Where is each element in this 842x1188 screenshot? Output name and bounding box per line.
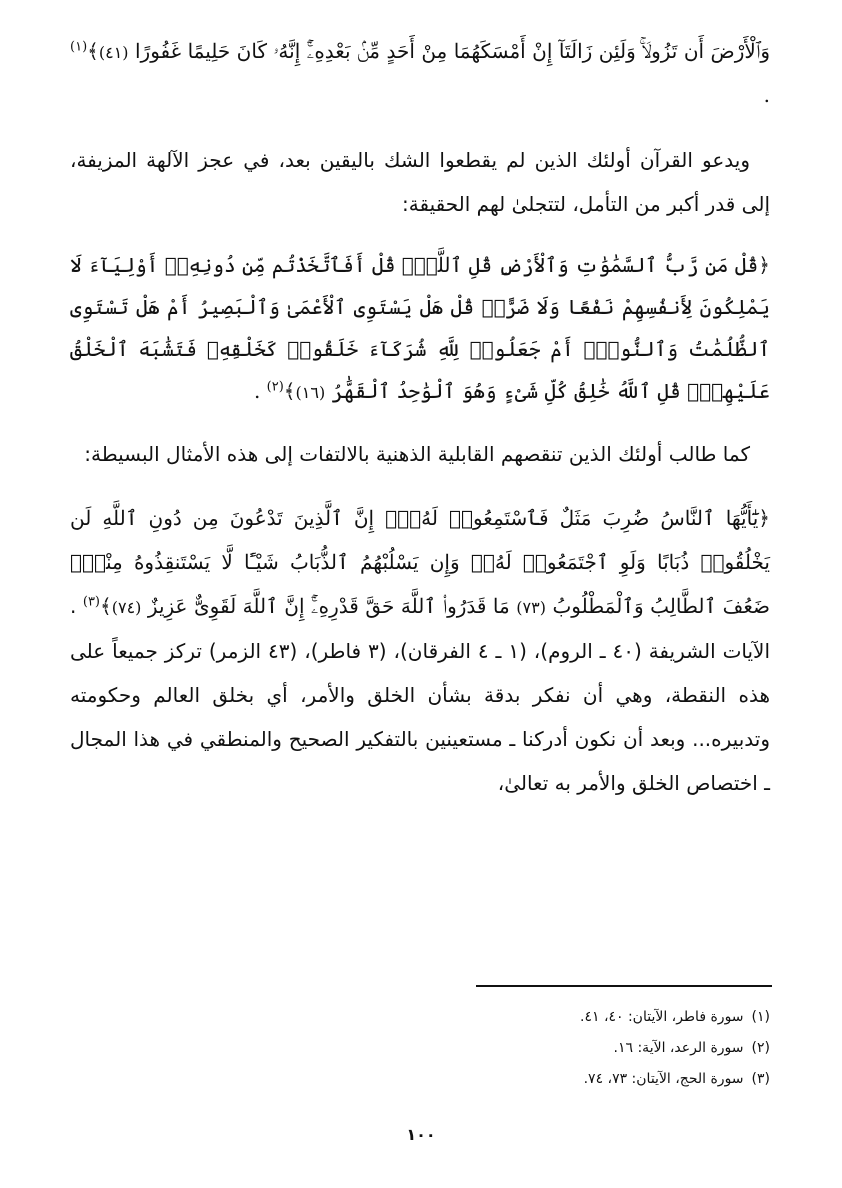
footnote-divider [476, 985, 772, 987]
paragraph-1: ويدعو القرآن أولئك الذين لم يقطعوا الشك باليقين بعد، في عجز الآلهة المزيفة، إلى قدر أكبر من التأمل، لتتجلىٰ لهم الحقيقة: [70, 148, 770, 216]
ayah-marker-74: (٧٤) [111, 598, 142, 617]
footnote-item: (٢)سورة الرعد، الآية: ١٦. [613, 1040, 770, 1056]
page-number: ١٠٠ [406, 1125, 436, 1144]
verse-block-3: ﴿يَٰٓأَيُّهَا ٱلنَّاسُ ضُرِبَ مَثَلٌ فَٱسْتَمِعُوا۟ لَهُۥٓۚ إِنَّ ٱلَّذِينَ تَدْعُونَ مِن دُونِ ٱللَّهِ لَن يَخْلُقُوا۟ ذُبَابًا وَلَوِ ٱجْتَمَعُوا۟ لَهُۥۖ وَإِن يَسْلُبْهُمُ ٱلذُّبَابُ شَيْـًٔا لَّا يَسْتَنقِذُوهُ مِنْهُۚ ضَعُفَ ٱلطَّالِبُ وَٱلْمَطْلُوبُ (٧٣) مَا قَدَرُوا۟ ٱللَّهَ حَقَّ قَدْرِهِۦٓۚ إِنَّ ٱللَّهَ لَقَوِىٌّ عَزِيزٌ (٧٤)﴾$^{(٣)}$ [70, 506, 771, 618]
verse-and-paragraph-3 [70, 496, 770, 805]
page-body [70, 30, 770, 805]
ayah-marker-16: (١٦) [295, 383, 326, 402]
ayah-marker-73: (٧٣) [516, 598, 546, 617]
verse-3-text-a: يَٰٓأَيُّهَا ٱلنَّاسُ ضُرِبَ مَثَلٌ فَٱسْتَمِعُوا۟ لَهُۥٓۚ إِنَّ ٱلَّذِينَ تَدْعُونَ مِن دُونِ ٱللَّهِ لَن يَخْلُقُوا۟ ذُبَابًا وَلَوِ ٱجْتَمَعُوا۟ لَهُۥۖ وَإِن يَسْلُبْهُمُ ٱلذُّبَابُ شَيْـًٔا لَّا يَسْتَنقِذُوهُ مِنْهُۚ ضَعُفَ ٱلطَّالِبُ وَٱلْمَطْلُوبُ [70, 506, 771, 618]
verse-block-2: ﴿قُلْ مَن رَّبُّ ٱلسَّمَٰوَٰتِ وَٱلْأَرْضِ قُلِ ٱللَّهُۚ قُلْ أَفَٱتَّخَذْتُم مِّن دُونِهِۦٓ أَوْلِيَآءَ لَا يَمْلِكُونَ لِأَنفُسِهِمْ نَفْعًا وَلَا ضَرًّاۚ قُلْ هَلْ يَسْتَوِى ٱلْأَعْمَىٰ وَٱلْبَصِيرُ أَمْ هَلْ تَسْتَوِى ٱلظُّلُمَٰتُ وَٱلنُّورُۗ أَمْ جَعَلُوا۟ لِلَّهِ شُرَكَآءَ خَلَقُوا۟ كَخَلْقِهِۦ فَتَشَٰبَهَ ٱلْخَلْقُ عَلَيْهِمْۚ قُلِ ٱللَّهُ خَٰلِقُ كُلِّ شَىْءٍ وَهُوَ ٱلْوَٰحِدُ ٱلْقَهَّٰرُ (١٦)﴾$^{(٢)}$ . [70, 253, 770, 403]
paragraph-2: كما طالب أولئك الذين تنقصهم القابلية الذهنية بالالتفات إلى هذه الأمثال البسيطة: [84, 442, 750, 466]
verse-1-text: وَٱلْأَرْضَ أَن تَزُولَاۚ وَلَئِن زَالَتَآ إِنْ أَمْسَكَهُمَا مِنْ أَحَدٍ مِّنۢ بَعْدِهِۦٓۚ إِنَّهُۥ كَانَ حَلِيمًا غَفُورًا [135, 39, 770, 63]
verse-2-text: قُلْ مَن رَّبُّ ٱلسَّمَٰوَٰتِ وَٱلْأَرْضِ قُلِ ٱللَّهُۚ قُلْ أَفَٱتَّخَذْتُم مِّن دُونِهِۦٓ أَوْلِيَآءَ لَا يَمْلِكُونَ لِأَنفُسِهِمْ نَفْعًا وَلَا ضَرًّاۚ قُلْ هَلْ يَسْتَوِى ٱلْأَعْمَىٰ وَٱلْبَصِيرُ أَمْ هَلْ تَسْتَوِى ٱلظُّلُمَٰتُ وَٱلنُّورُۗ أَمْ جَعَلُوا۟ لِلَّهِ شُرَكَآءَ خَلَقُوا۟ كَخَلْقِهِۦ فَتَشَٰبَهَ ٱلْخَلْقُ عَلَيْهِمْۚ قُلِ ٱللَّهُ خَٰلِقُ كُلِّ شَىْءٍ وَهُوَ ٱلْوَٰحِدُ ٱلْقَهَّٰرُ [70, 253, 770, 403]
footnote-ref-1: (١) [70, 39, 88, 55]
footnote-ref-3: (٣) [82, 594, 100, 610]
footnotes [370, 1002, 770, 1095]
paragraph-3: . الآيات الشريفة (٤٠ ـ الروم)، (١ ـ ٤ الفرقان)، (٣ فاطر)، (٤٣ الزمر) تركز جميعاً على هذه النقطة، وهي أن نفكر بدقة بشأن الخلق والأمر، أي بخلق العالم وحكومته وتدبيره... وبعد أن نكون أدركنا ـ مستعينين بالتفكير الصحيح والمنطقي في هذا المجال ـ اختصاص الخلق والأمر به تعالىٰ، [70, 594, 771, 795]
footnote-item: (١)سورة فاطر، الآيتان: ٤٠، ٤١. [580, 1009, 770, 1025]
verse-block-1: وَٱلْأَرْضَ أَن تَزُولَاۚ وَلَئِن زَالَتَآ إِنْ أَمْسَكَهُمَا مِنْ أَحَدٍ مِّنۢ بَعْدِهِۦٓۚ إِنَّهُۥ كَانَ حَلِيمًا غَفُورًا (٤١)﴾$^{(١)}$ . [70, 39, 770, 107]
ayah-marker-41: (٤١) [98, 43, 129, 62]
footnote-item: (٣)سورة الحج، الآيتان: ٧٣، ٧٤. [583, 1071, 770, 1087]
footnote-ref-2: (٢) [266, 379, 284, 395]
verse-3-text-b: مَا قَدَرُوا۟ ٱللَّهَ حَقَّ قَدْرِهِۦٓۚ إِنَّ ٱللَّهَ لَقَوِىٌّ عَزِيزٌ [147, 594, 510, 618]
